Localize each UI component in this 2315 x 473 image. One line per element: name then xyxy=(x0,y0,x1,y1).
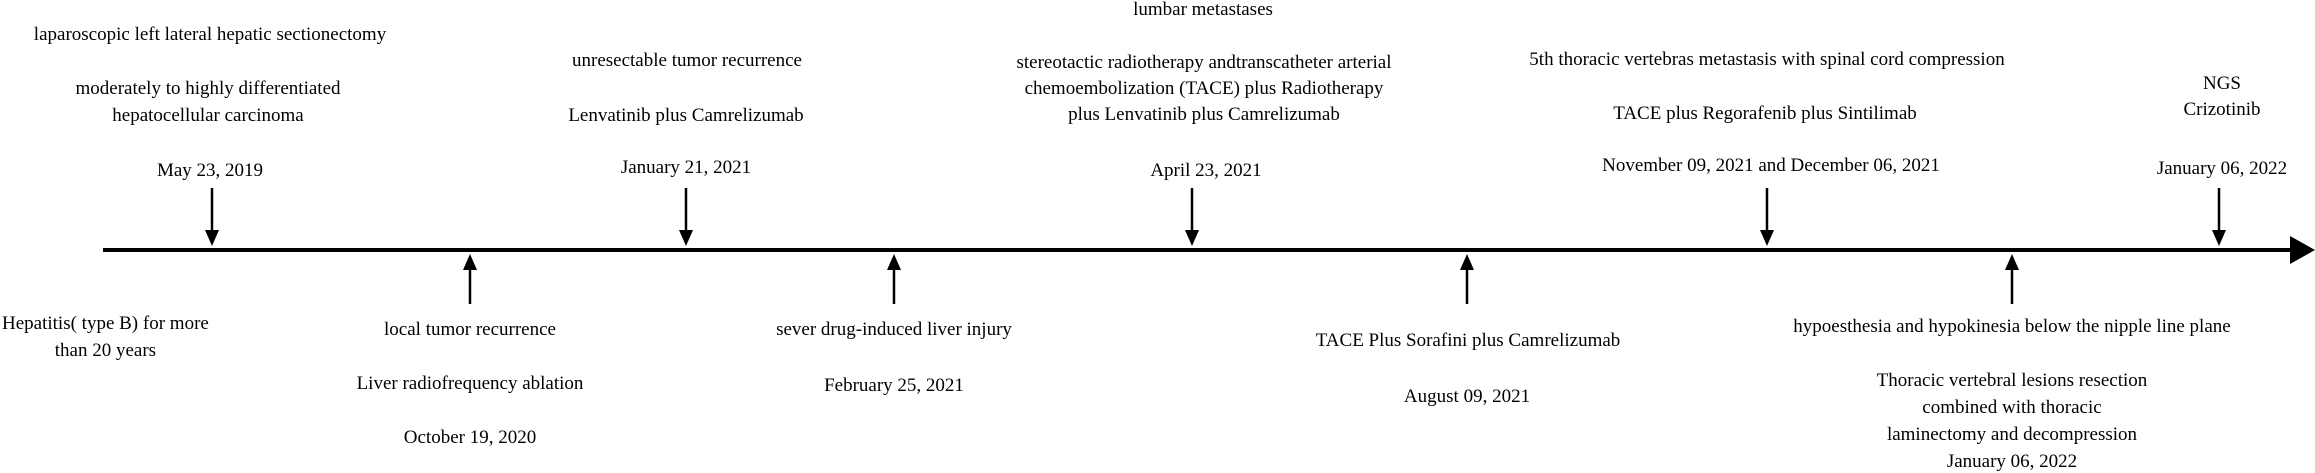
down-arrow-nov-dec-2021 xyxy=(1760,188,1774,246)
event-treatment: Liver radiofrequency ablation xyxy=(356,373,584,394)
event-date: January 06, 2022 xyxy=(2156,158,2288,179)
event-finding: NGS xyxy=(2202,73,2242,94)
timeline-arrowhead xyxy=(2290,236,2315,264)
event-finding: lumbar metastases xyxy=(1133,0,1273,20)
down-arrow-jan-2021 xyxy=(679,188,693,246)
event-finding: 5th thoracic vertebras metastasis with spinal cord compression xyxy=(1529,49,2005,70)
down-arrow-jan-2022 xyxy=(2212,188,2226,246)
event-date: August 09, 2021 xyxy=(1403,386,1531,407)
event-finding: hypoesthesia and hypokinesia below the nipple line plane xyxy=(1793,316,2231,337)
event-finding: unresectable tumor recurrence xyxy=(572,50,802,71)
event-date: May 23, 2019 xyxy=(156,160,264,181)
event-procedure: laparoscopic left lateral hepatic sectionectomy xyxy=(33,24,387,45)
event-treatment: Crizotinib xyxy=(2183,99,2261,120)
down-arrow-apr-2021 xyxy=(1185,188,1199,246)
event-finding: sever drug-induced liver injury xyxy=(776,319,1012,340)
up-arrow-feb-2021 xyxy=(887,254,901,304)
event-treatment: stereotactic radiotherapy andtranscatheter arterial chemoembolization (TACE) plus Radiotherapy plus Lenvatinib plus Camrelizumab xyxy=(1016,52,1392,125)
up-arrow-oct-2020 xyxy=(463,254,477,304)
event-treatment: Thoracic vertebral lesions resection combined with thoracic laminectomy and decompression xyxy=(1876,370,2148,445)
event-date: November 09, 2021 and December 06, 2021 xyxy=(1602,155,1940,176)
up-arrow-aug-2021 xyxy=(1460,254,1474,304)
event-diagnosis: moderately to highly differentiated hepatocellular carcinoma xyxy=(75,78,341,126)
event-date: January 21, 2021 xyxy=(620,157,752,178)
event-date: April 23, 2021 xyxy=(1150,160,1262,181)
up-arrow-jan-2022-surgery xyxy=(2005,254,2019,304)
event-treatment: TACE Plus Sorafini plus Camrelizumab xyxy=(1315,330,1621,351)
event-treatment: TACE plus Regorafenib plus Sintilimab xyxy=(1613,103,1917,124)
event-date: October 19, 2020 xyxy=(403,427,537,448)
event-date: January 06, 2022 xyxy=(1946,451,2078,472)
event-finding: local tumor recurrence xyxy=(384,319,556,340)
down-arrow-may-2019 xyxy=(205,188,219,246)
event-treatment: Lenvatinib plus Camrelizumab xyxy=(568,105,804,126)
event-history: Hepatitis( type B) for more than 20 years xyxy=(2,313,209,361)
event-date: February 25, 2021 xyxy=(824,375,964,396)
